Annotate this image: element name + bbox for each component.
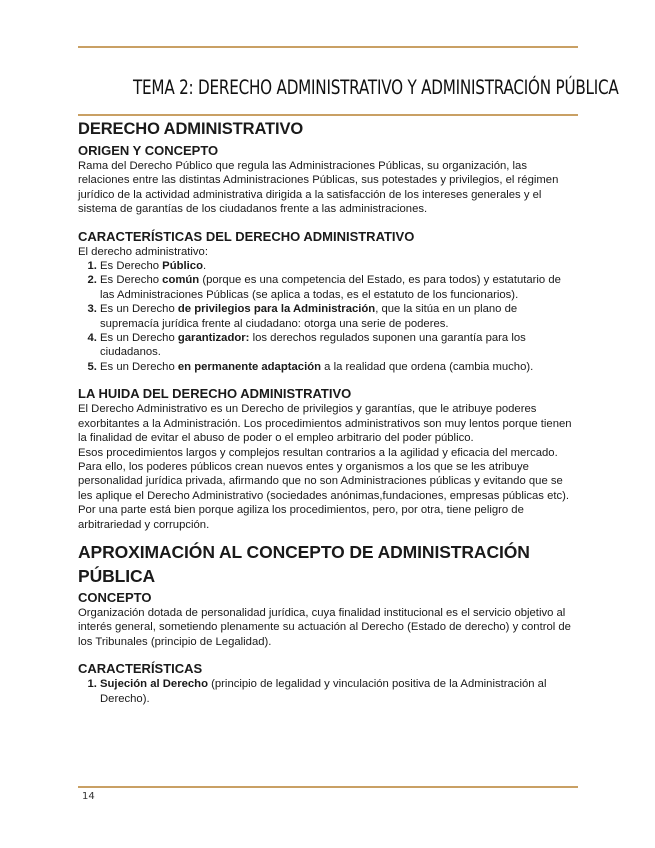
huida-paragraph-3: Para ello, los poderes públicos crean nuevos entes y organismos a los que se les atribuye personalidad jurídica privada, afirmando que no son Administraciones públicas y evitando que se les aplique el Derecho Administrativo (sociedades anónimas,fundaciones, empresas públicas etc). bbox=[78, 460, 570, 502]
item-bold: de privilegios para la Administración bbox=[177, 303, 376, 316]
item-text: a la realidad que ordena (cambia mucho). bbox=[321, 360, 534, 373]
document-page bbox=[78, 0, 619, 848]
item-text: (principio de legalidad y vinculación positiva de la Administración al Derecho). bbox=[100, 678, 547, 705]
list-item bbox=[100, 677, 578, 706]
title-rule bbox=[78, 114, 578, 116]
item-text: . bbox=[202, 260, 207, 273]
section-heading-derecho-administrativo: DERECHO ADMINISTRATIVO bbox=[78, 120, 304, 138]
page-number: 14 bbox=[82, 791, 95, 802]
item-bold: común bbox=[162, 274, 200, 287]
huida-paragraph-4: Por una parte está bien porque agiliza los procedimientos, pero, por otra, tiene peligro de arbitrariedad y corrupción. bbox=[78, 504, 524, 531]
list-item bbox=[100, 331, 578, 360]
item-text: Es Derecho bbox=[100, 260, 163, 273]
huida-paragraph-2: Esos procedimientos largos y complejos resultan contrarios a la agilidad y eficacia del mercado. bbox=[78, 446, 558, 459]
item-text: Es un Derecho bbox=[100, 360, 178, 373]
huida-paragraph-1: El Derecho Administrativo es un Derecho de privilegios y garantías, que le atribuye poderes exorbitantes a la Administración. Los procedimientos administrativos son muy lentos porque tienen la finalidad de evitar el abuso de poder o el empleo arbitrario del poder público. bbox=[78, 403, 572, 445]
concepto-text: Organización dotada de personalidad jurídica, cuya finalidad institucional es el servicio objetivo al interés general, sometiendo plenamente su actuación al Derecho (Estado de derecho) y control de los Tribunales (principio de Legalidad). bbox=[78, 606, 571, 648]
item-text: Es un Derecho bbox=[100, 332, 178, 345]
item-text: (porque es una competencia del Estado, es para todos) y estatutario de las Administraciones Públicas (se aplica a todas, es el estatuto de los funcionarios). bbox=[100, 274, 561, 301]
subheading-concepto: CONCEPTO bbox=[78, 589, 152, 605]
item-bold: Público bbox=[162, 260, 203, 273]
caracteristicas-intro: El derecho administrativo: bbox=[78, 245, 208, 258]
subheading-caracteristicas-derecho: CARACTERÍSTICAS DEL DERECHO ADMINISTRATIVO bbox=[78, 228, 415, 244]
subheading-caracteristicas: CARACTERÍSTICAS bbox=[78, 661, 203, 677]
list-item bbox=[100, 259, 578, 273]
subheading-huida: LA HUIDA DEL DERECHO ADMINISTRATIVO bbox=[78, 386, 352, 402]
list-item bbox=[100, 273, 578, 302]
origen-text: Rama del Derecho Público que regula las Administraciones Públicas, su organización, las relaciones entre las distintas Administraciones Públicas, sus potestades y privilegios, el régimen jurídico de la actividad administrativa dirigida a la satisfacción de los intereses generales y el sistema de garantías de los ciudadanos frente a las administraciones. bbox=[78, 160, 559, 216]
list-item bbox=[100, 302, 578, 331]
caracteristicas-ap-list bbox=[78, 677, 578, 706]
list-item bbox=[100, 360, 578, 374]
caracteristicas-list bbox=[78, 259, 578, 374]
section-heading-administracion-publica: APROXIMACIÓN AL CONCEPTO DE ADMINISTRACIÓN PÚBLICA bbox=[78, 541, 530, 586]
item-text: , que la sitúa en un plano de supremacía jurídica frente al ciudadano: otorga una serie de poderes. bbox=[100, 303, 518, 330]
page-title: TEMA 2: DERECHO ADMINISTRATIVO Y ADMINISTRACIÓN PÚBLICA bbox=[133, 76, 619, 99]
item-bold: garantizador: bbox=[177, 332, 250, 345]
subheading-origen: ORIGEN Y CONCEPTO bbox=[78, 143, 219, 158]
top-rule bbox=[78, 46, 578, 48]
item-text: Es un Derecho bbox=[100, 303, 178, 316]
item-text: Es Derecho bbox=[100, 274, 163, 287]
item-text: los derechos regulados suponen una garantía para los ciudadanos. bbox=[100, 332, 526, 359]
bottom-rule bbox=[78, 786, 578, 788]
content bbox=[78, 119, 578, 706]
item-bold: en permanente adaptación bbox=[177, 360, 322, 373]
item-bold: Sujeción al Derecho bbox=[100, 678, 208, 691]
